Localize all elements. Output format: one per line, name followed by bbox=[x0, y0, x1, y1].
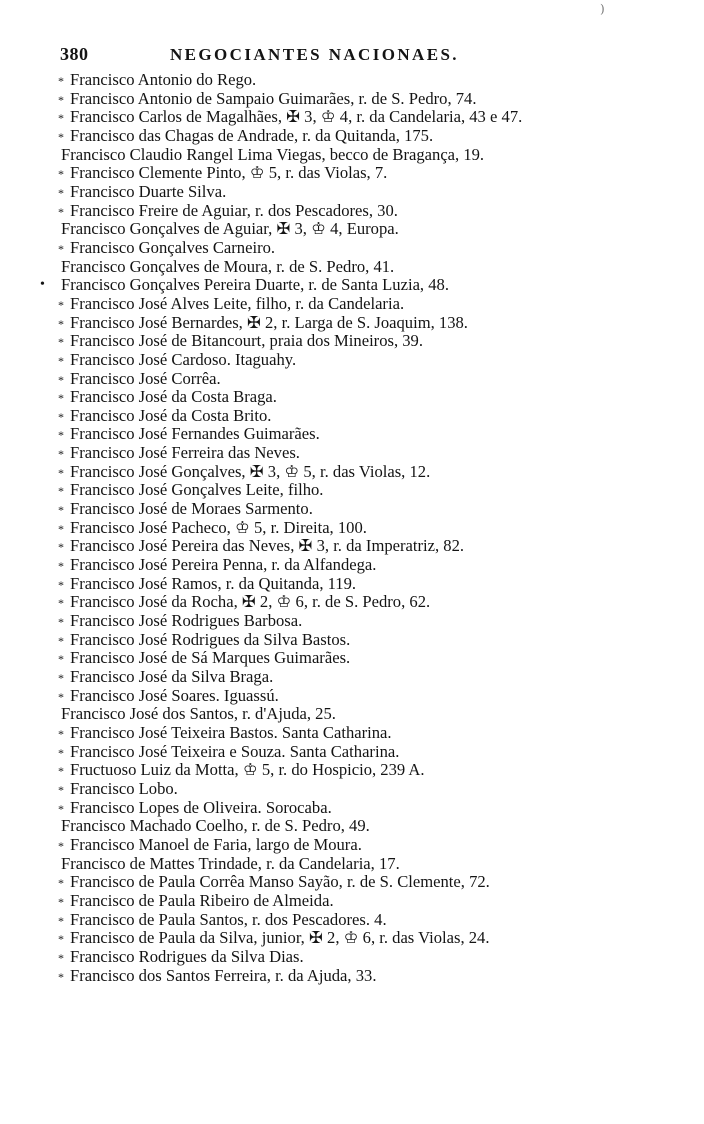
asterisk-marker: * bbox=[58, 838, 64, 853]
list-item bbox=[58, 668, 698, 687]
entry-text: Francisco Duarte Silva. bbox=[70, 181, 227, 201]
asterisk-marker: * bbox=[58, 92, 64, 107]
entry-text: Francisco José Ramos, r. da Quitanda, 119. bbox=[70, 573, 357, 593]
asterisk-marker: * bbox=[58, 111, 64, 126]
entry-text: Francisco Gonçalves de Moura, r. de S. Pedro, 41. bbox=[61, 256, 395, 276]
list-item bbox=[58, 239, 698, 258]
list-item bbox=[58, 911, 698, 930]
asterisk-marker: * bbox=[58, 615, 64, 630]
list-item bbox=[58, 146, 698, 165]
asterisk-marker: * bbox=[58, 353, 64, 368]
asterisk-marker: * bbox=[58, 297, 64, 312]
entry-text: Francisco José Gonçalves Leite, filho. bbox=[70, 480, 324, 500]
asterisk-marker: * bbox=[58, 447, 64, 462]
list-item bbox=[58, 183, 698, 202]
entry-text: Francisco José Pereira das Neves, ✠ 3, r. da Imperatriz, 82. bbox=[70, 536, 465, 556]
asterisk-marker: * bbox=[58, 540, 64, 555]
entry-text: Francisco José Rodrigues Barbosa. bbox=[70, 611, 303, 631]
list-item bbox=[58, 593, 698, 612]
entry-text: Francisco José Soares. Iguassú. bbox=[70, 685, 279, 705]
list-item bbox=[58, 556, 698, 575]
list-item bbox=[58, 892, 698, 911]
list-item bbox=[58, 258, 698, 277]
entry-text: Francisco Carlos de Magalhães, ✠ 3, ♔ 4, r. da Candelaria, 43 e 47. bbox=[70, 107, 523, 127]
entry-text: Francisco José Alves Leite, filho, r. da Candelaria. bbox=[70, 293, 405, 313]
entry-text: Francisco José da Costa Braga. bbox=[70, 387, 277, 407]
entry-text: Francisco José de Moraes Sarmento. bbox=[70, 499, 313, 519]
margin-bullet: • bbox=[40, 277, 45, 293]
entry-text: Francisco José Gonçalves, ✠ 3, ♔ 5, r. das Violas, 12. bbox=[70, 461, 431, 481]
asterisk-marker: * bbox=[58, 409, 64, 424]
entry-text: Francisco José dos Santos, r. d'Ajuda, 25. bbox=[61, 704, 336, 724]
entry-text: Francisco de Paula da Silva, junior, ✠ 2, ♔ 6, r. das Violas, 24. bbox=[70, 928, 490, 948]
asterisk-marker: * bbox=[58, 204, 64, 219]
entry-text: Francisco Rodrigues da Silva Dias. bbox=[70, 946, 304, 966]
list-item bbox=[58, 164, 698, 183]
asterisk-marker: * bbox=[58, 428, 64, 443]
entry-text: Francisco José de Sá Marques Guimarães. bbox=[70, 648, 351, 668]
list-item bbox=[58, 761, 698, 780]
list-item bbox=[58, 127, 698, 146]
list-item bbox=[58, 500, 698, 519]
list-item bbox=[58, 314, 698, 333]
merchant-list bbox=[40, 70, 698, 985]
list-item bbox=[40, 275, 698, 295]
entry-text: Francisco Manoel de Faria, largo de Moura. bbox=[70, 834, 362, 854]
asterisk-marker: * bbox=[58, 633, 64, 648]
entry-text: Francisco José de Bitancourt, praia dos Mineiros, 39. bbox=[70, 331, 424, 351]
list-item bbox=[58, 929, 698, 948]
asterisk-marker: * bbox=[58, 726, 64, 741]
list-item bbox=[58, 90, 698, 109]
page-header bbox=[60, 44, 520, 70]
entry-text: Francisco Lopes de Oliveira. Sorocaba. bbox=[70, 797, 332, 817]
asterisk-marker: * bbox=[58, 913, 64, 928]
entry-text: Francisco Gonçalves Pereira Duarte, r. de Santa Luzia, 48. bbox=[61, 275, 449, 295]
asterisk-marker: * bbox=[58, 577, 64, 592]
entry-text: Francisco José Cardoso. Itaguahy. bbox=[70, 349, 297, 369]
asterisk-marker: * bbox=[58, 745, 64, 760]
page-number: 380 bbox=[60, 44, 89, 64]
list-item bbox=[58, 370, 698, 389]
entry-text: Francisco Machado Coelho, r. de S. Pedro, 49. bbox=[61, 816, 370, 836]
asterisk-marker: * bbox=[58, 74, 64, 88]
list-item bbox=[58, 780, 698, 799]
entry-text: Francisco José da Costa Brito. bbox=[70, 405, 272, 425]
list-item bbox=[58, 836, 698, 855]
list-item bbox=[58, 855, 698, 874]
entry-text: Francisco José Rodrigues da Silva Bastos. bbox=[70, 629, 351, 649]
asterisk-marker: * bbox=[58, 129, 64, 144]
asterisk-marker: * bbox=[58, 391, 64, 406]
entry-text: Fructuoso Luiz da Motta, ♔ 5, r. do Hospicio, 239 A. bbox=[70, 760, 425, 780]
asterisk-marker: * bbox=[58, 316, 64, 331]
list-item bbox=[58, 649, 698, 668]
entry-text: Francisco Claudio Rangel Lima Viegas, becco de Bragança, 19. bbox=[61, 144, 485, 164]
list-item bbox=[58, 948, 698, 967]
entry-text: Francisco de Paula Ribeiro de Almeida. bbox=[70, 890, 334, 910]
asterisk-marker: * bbox=[58, 950, 64, 965]
asterisk-marker: * bbox=[58, 484, 64, 499]
list-item bbox=[58, 425, 698, 444]
asterisk-marker: * bbox=[58, 596, 64, 611]
entry-text: Francisco Lobo. bbox=[70, 778, 178, 798]
entry-text: Francisco José da Rocha, ✠ 2, ♔ 6, r. de S. Pedro, 62. bbox=[70, 592, 431, 612]
asterisk-marker: * bbox=[58, 559, 64, 574]
list-item bbox=[58, 799, 698, 818]
list-item bbox=[58, 537, 698, 556]
asterisk-marker: * bbox=[58, 782, 64, 797]
asterisk-marker: * bbox=[58, 894, 64, 909]
list-item bbox=[58, 724, 698, 743]
asterisk-marker: * bbox=[58, 801, 64, 816]
asterisk-marker: * bbox=[58, 689, 64, 704]
entry-text: Francisco Gonçalves de Aguiar, ✠ 3, ♔ 4, Europa. bbox=[61, 219, 399, 239]
margin-mark: ) bbox=[600, 2, 605, 16]
asterisk-marker: * bbox=[58, 969, 64, 984]
entry-text: Francisco José Teixeira Bastos. Santa Catharina. bbox=[70, 722, 392, 742]
asterisk-marker: * bbox=[58, 764, 64, 779]
list-item bbox=[58, 202, 698, 221]
asterisk-marker: * bbox=[58, 652, 64, 667]
entry-text: Francisco dos Santos Ferreira, r. da Ajuda, 33. bbox=[70, 965, 377, 985]
list-item bbox=[58, 687, 698, 706]
asterisk-marker: * bbox=[58, 185, 64, 200]
entry-text: Francisco José Pacheco, ♔ 5, r. Direita, 100. bbox=[70, 517, 367, 537]
list-item bbox=[58, 817, 698, 836]
list-item bbox=[58, 220, 698, 239]
list-item bbox=[58, 108, 698, 127]
list-item bbox=[58, 444, 698, 463]
list-item bbox=[58, 295, 698, 314]
asterisk-marker: * bbox=[58, 372, 64, 387]
entry-text: Francisco José Pereira Penna, r. da Alfandega. bbox=[70, 555, 377, 575]
entry-text: Francisco Antonio do Rego. bbox=[70, 70, 257, 89]
list-item bbox=[58, 743, 698, 762]
list-item bbox=[58, 967, 698, 986]
asterisk-marker: * bbox=[58, 335, 64, 350]
asterisk-marker: * bbox=[58, 503, 64, 518]
entry-text: Francisco de Paula Santos, r. dos Pescadores. 4. bbox=[70, 909, 387, 929]
entry-text: Francisco das Chagas de Andrade, r. da Quitanda, 175. bbox=[70, 125, 434, 145]
asterisk-marker: * bbox=[58, 932, 64, 947]
asterisk-marker: * bbox=[58, 241, 64, 256]
asterisk-marker: * bbox=[58, 876, 64, 891]
list-item bbox=[58, 575, 698, 594]
list-item bbox=[58, 519, 698, 538]
asterisk-marker: * bbox=[58, 521, 64, 536]
entry-text: Francisco de Mattes Trindade, r. da Candelaria, 17. bbox=[61, 853, 400, 873]
list-item bbox=[58, 463, 698, 482]
asterisk-marker: * bbox=[58, 465, 64, 480]
asterisk-marker: * bbox=[58, 167, 64, 182]
entry-text: Francisco Clemente Pinto, ♔ 5, r. das Violas, 7. bbox=[70, 163, 388, 183]
list-item bbox=[58, 351, 698, 370]
running-head-title: NEGOCIANTES NACIONAES. bbox=[170, 45, 459, 64]
list-item bbox=[58, 332, 698, 351]
entry-text: Francisco José Corrêa. bbox=[70, 368, 221, 388]
entry-text: Francisco José Teixeira e Souza. Santa Catharina. bbox=[70, 741, 400, 761]
list-item bbox=[58, 388, 698, 407]
list-item bbox=[58, 631, 698, 650]
list-item bbox=[58, 71, 698, 90]
entry-text: Francisco José Ferreira das Neves. bbox=[70, 443, 300, 463]
list-item bbox=[58, 873, 698, 892]
entry-text: Francisco Freire de Aguiar, r. dos Pescadores, 30. bbox=[70, 200, 398, 220]
entry-text: Francisco José da Silva Braga. bbox=[70, 667, 274, 686]
entry-text: Francisco Gonçalves Carneiro. bbox=[70, 237, 276, 257]
entry-text: Francisco de Paula Corrêa Manso Sayão, r. de S. Clemente, 72. bbox=[70, 872, 490, 892]
list-item bbox=[58, 612, 698, 631]
list-item bbox=[58, 481, 698, 500]
entry-text: Francisco José Bernardes, ✠ 2, r. Larga de S. Joaquim, 138. bbox=[70, 312, 468, 332]
list-item bbox=[58, 705, 698, 724]
asterisk-marker: * bbox=[58, 671, 64, 685]
entry-text: Francisco José Fernandes Guimarães. bbox=[70, 424, 320, 444]
list-item bbox=[58, 407, 698, 426]
entry-text: Francisco Antonio de Sampaio Guimarães, r. de S. Pedro, 74. bbox=[70, 88, 477, 108]
